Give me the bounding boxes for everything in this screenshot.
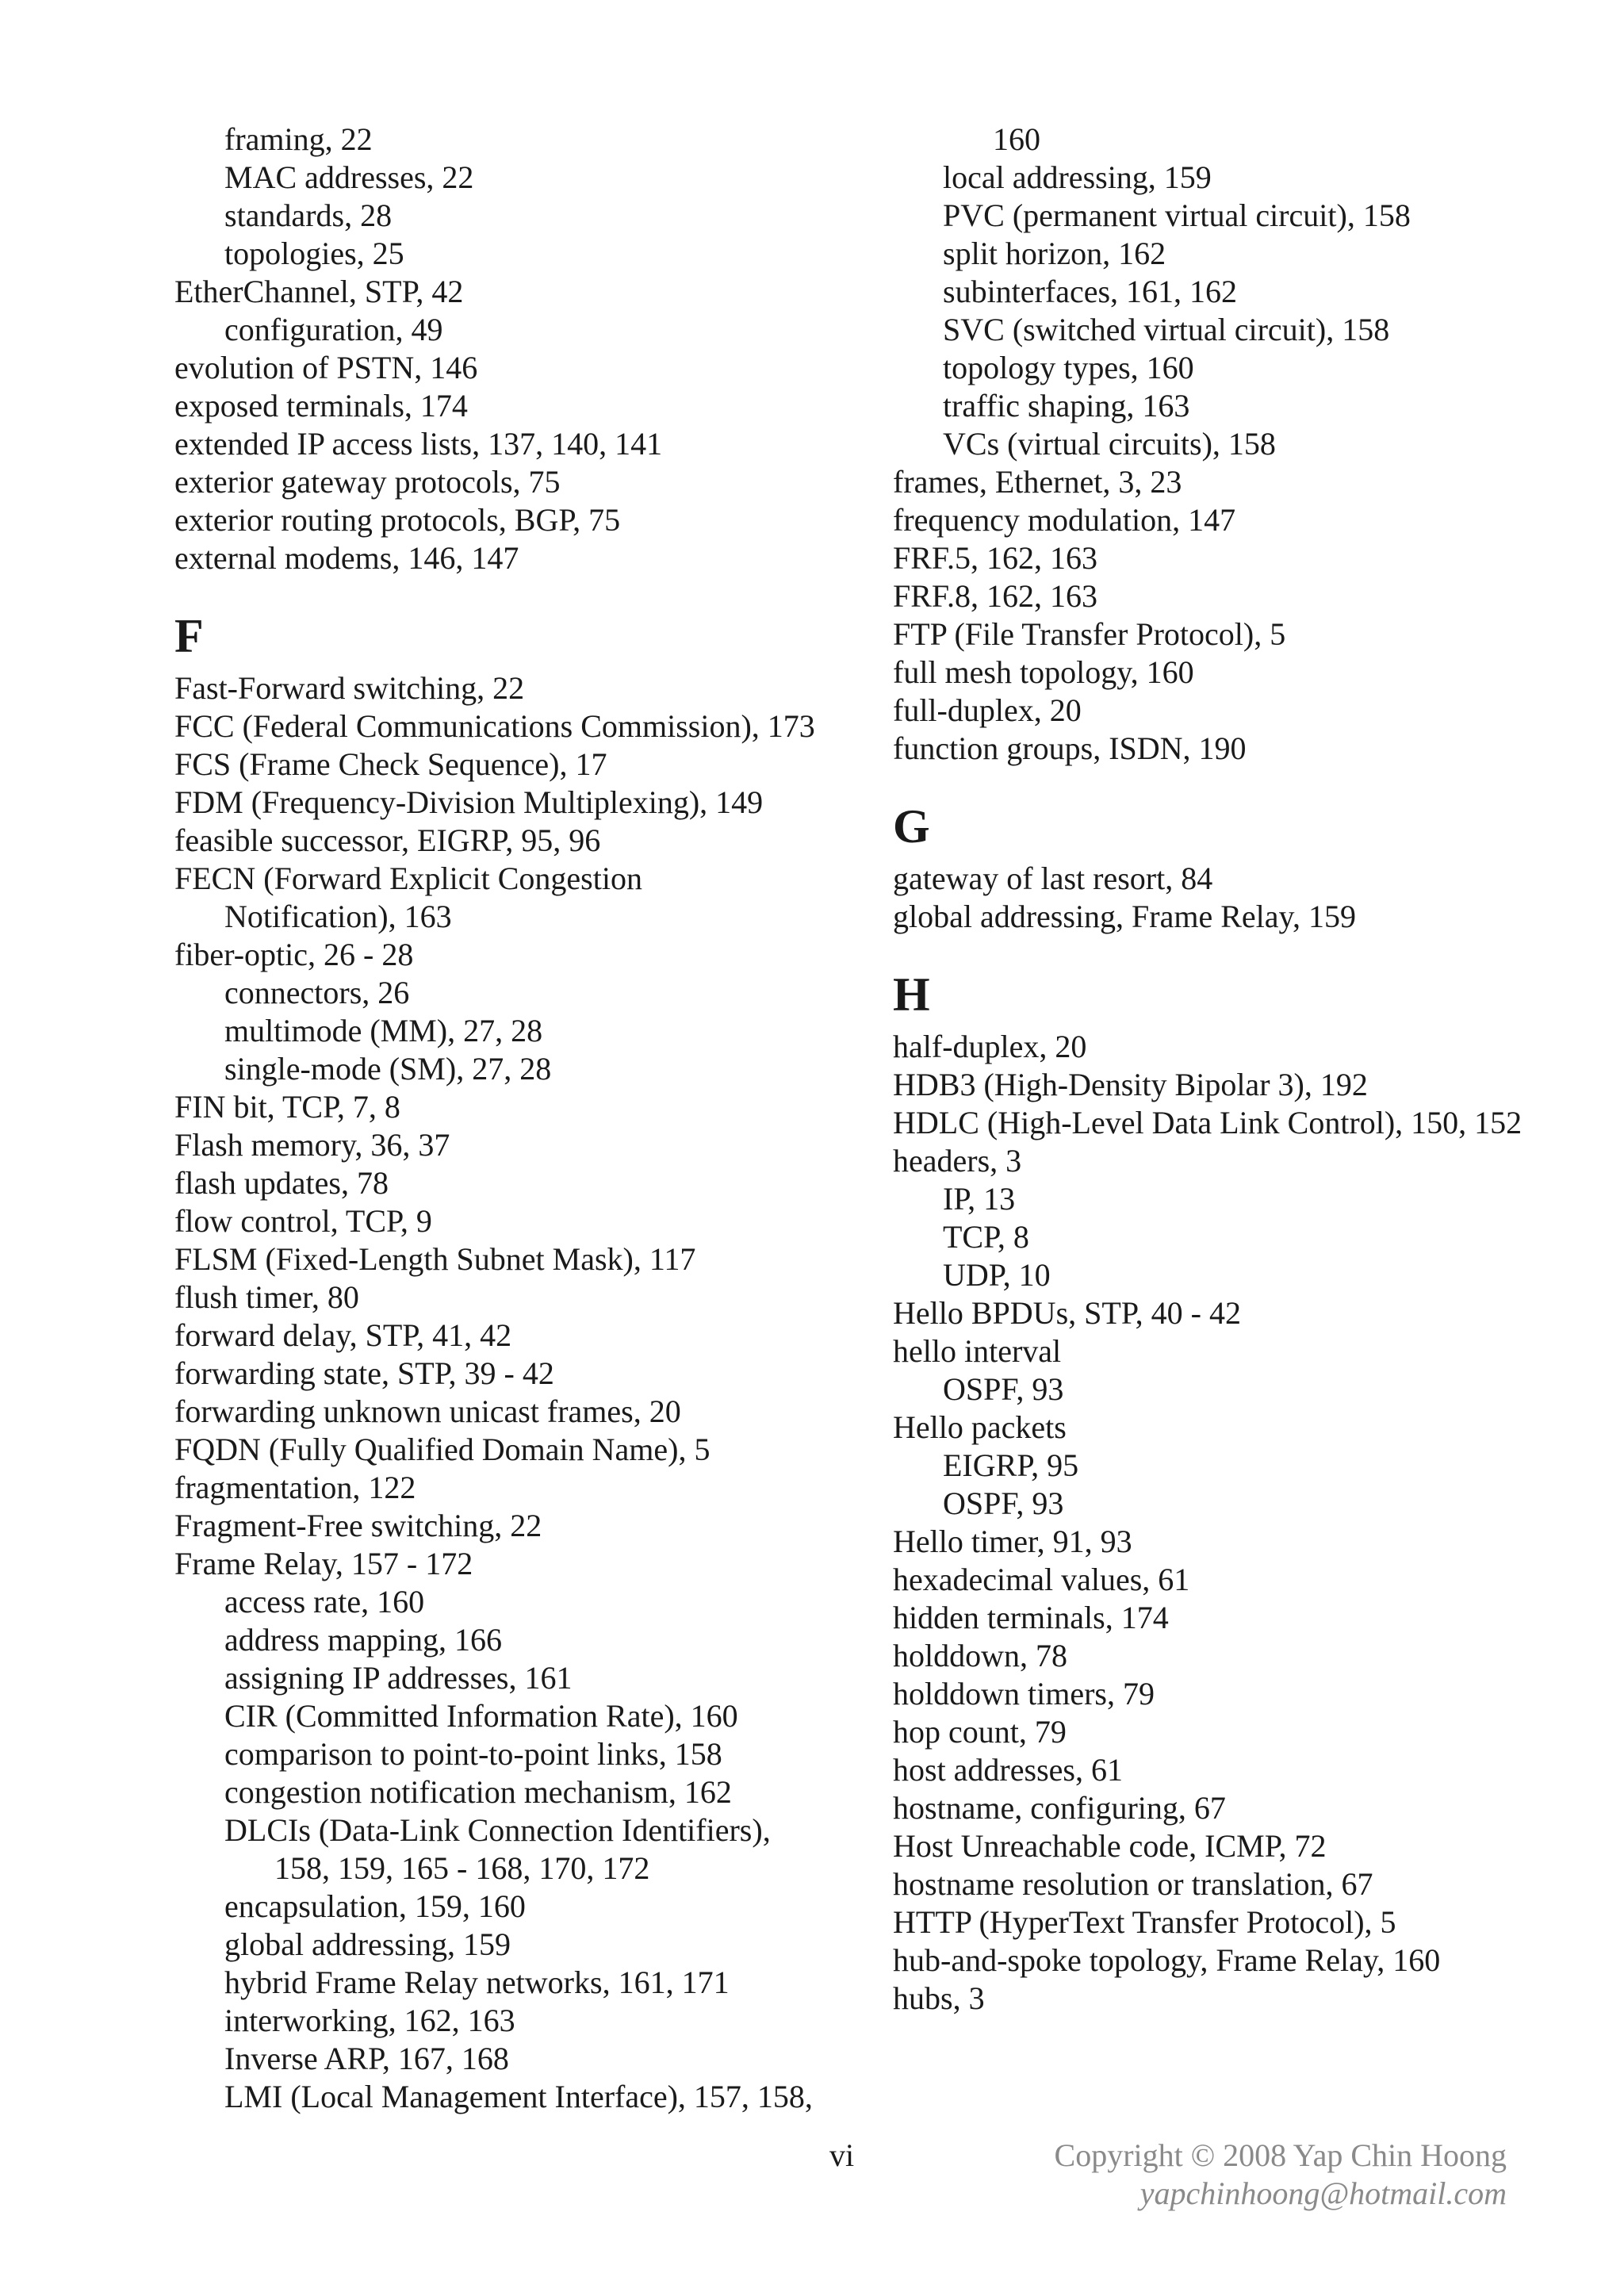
index-entry: Fragment-Free switching, 22 — [174, 1508, 542, 1543]
index-entry: hostname, configuring, 67 — [893, 1790, 1226, 1826]
index-entry: frequency modulation, 147 — [893, 502, 1236, 538]
index-entry: FLSM (Fixed-Length Subnet Mask), 117 — [174, 1241, 696, 1277]
page-number: vi — [829, 2137, 855, 2173]
index-entry: Hello timer, 91, 93 — [893, 1524, 1132, 1559]
index-entry: hexadecimal values, 61 — [893, 1562, 1190, 1597]
index-entry: HDB3 (High-Density Bipolar 3), 192 — [893, 1067, 1368, 1102]
index-entry: exterior gateway protocols, 75 — [174, 464, 561, 500]
index-entry: full-duplex, 20 — [893, 692, 1082, 728]
index-entry: Frame Relay, 157 - 172 — [174, 1546, 473, 1581]
index-entry: hubs, 3 — [893, 1980, 985, 2016]
index-entry: Fast-Forward switching, 22 — [174, 670, 525, 706]
index-entry: host addresses, 61 — [893, 1752, 1123, 1788]
index-entry: holddown, 78 — [893, 1638, 1067, 1673]
index-entry: headers, 3 — [893, 1143, 1022, 1179]
copyright-notice: Copyright © 2008 Yap Chin Hoong — [1054, 2137, 1507, 2173]
index-subentry: Notification), 163 — [224, 899, 452, 934]
index-entry: fiber-optic, 26 - 28 — [174, 937, 414, 972]
index-column-right — [893, 121, 1607, 2018]
index-subentry: MAC addresses, 22 — [224, 159, 474, 195]
index-subentry: single-mode (SM), 27, 28 — [224, 1051, 552, 1087]
index-entry: hop count, 79 — [893, 1714, 1067, 1750]
index-entry: holddown timers, 79 — [893, 1676, 1155, 1711]
index-subentry: congestion notification mechanism, 162 — [224, 1774, 732, 1810]
index-subentry: CIR (Committed Information Rate), 160 — [224, 1698, 738, 1734]
index-entry: forwarding state, STP, 39 - 42 — [174, 1355, 554, 1391]
index-subentry: hybrid Frame Relay networks, 161, 171 — [224, 1964, 730, 2000]
index-subentry: configuration, 49 — [224, 312, 443, 347]
author-email: yapchinhoong@hotmail.com — [1139, 2175, 1507, 2211]
index-entry: gateway of last resort, 84 — [893, 861, 1213, 896]
index-subentry: traffic shaping, 163 — [943, 388, 1190, 424]
index-subentry: connectors, 26 — [224, 975, 410, 1010]
index-subentry: LMI (Local Management Interface), 157, 158, — [224, 2079, 813, 2114]
index-entry: half-duplex, 20 — [893, 1029, 1087, 1064]
index-subentry: address mapping, 166 — [224, 1622, 502, 1658]
index-entry: hello interval — [893, 1333, 1062, 1369]
index-subentry: subinterfaces, 161, 162 — [943, 274, 1238, 309]
index-entry: Hello packets — [893, 1409, 1067, 1445]
index-subentry: IP, 13 — [943, 1181, 1016, 1217]
index-entry: Hello BPDUs, STP, 40 - 42 — [893, 1295, 1241, 1331]
index-subentry: assigning IP addresses, 161 — [224, 1660, 573, 1696]
index-entry: hidden terminals, 174 — [893, 1600, 1169, 1635]
index-entry: exterior routing protocols, BGP, 75 — [174, 502, 621, 538]
index-entry: function groups, ISDN, 190 — [893, 730, 1247, 766]
index-entry: EtherChannel, STP, 42 — [174, 274, 464, 309]
index-subentry: standards, 28 — [224, 197, 393, 233]
index-subentry: SVC (switched virtual circuit), 158 — [943, 312, 1390, 347]
index-entry: frames, Ethernet, 3, 23 — [893, 464, 1182, 500]
index-subentry: encapsulation, 159, 160 — [224, 1888, 526, 1924]
index-entry: FTP (File Transfer Protocol), 5 — [893, 616, 1286, 652]
index-entry: FCS (Frame Check Sequence), 17 — [174, 746, 607, 782]
index-subentry: access rate, 160 — [224, 1584, 425, 1619]
index-entry: extended IP access lists, 137, 140, 141 — [174, 426, 663, 462]
index-entry: FIN bit, TCP, 7, 8 — [174, 1089, 400, 1125]
index-subentry: OSPF, 93 — [943, 1371, 1064, 1407]
index-entry: FRF.5, 162, 163 — [893, 540, 1097, 576]
index-entry: exposed terminals, 174 — [174, 388, 468, 424]
index-subentry: 160 — [993, 121, 1040, 157]
index-subentry: local addressing, 159 — [943, 159, 1212, 195]
index-entry: external modems, 146, 147 — [174, 540, 519, 576]
index-subentry: VCs (virtual circuits), 158 — [943, 426, 1276, 462]
index-entry: forward delay, STP, 41, 42 — [174, 1317, 512, 1353]
index-subentry: comparison to point-to-point links, 158 — [224, 1736, 722, 1772]
index-entry: evolution of PSTN, 146 — [174, 350, 478, 385]
index-subentry: OSPF, 93 — [943, 1485, 1064, 1521]
index-entry: FRF.8, 162, 163 — [893, 578, 1097, 614]
index-entry: FDM (Frequency-Division Multiplexing), 149 — [174, 784, 764, 820]
index-subentry: interworking, 162, 163 — [224, 2003, 515, 2038]
index-entry: fragmentation, 122 — [174, 1470, 416, 1505]
index-entry: full mesh topology, 160 — [893, 654, 1194, 690]
index-subentry: split horizon, 162 — [943, 236, 1166, 271]
section-letter: F — [174, 610, 204, 662]
index-entry: hostname resolution or translation, 67 — [893, 1866, 1373, 1902]
section-letter: H — [893, 968, 930, 1021]
section-letter: G — [893, 800, 930, 853]
index-entry: FECN (Forward Explicit Congestion — [174, 861, 642, 896]
index-subentry: framing, 22 — [224, 121, 373, 157]
index-subentry: multimode (MM), 27, 28 — [224, 1013, 543, 1048]
index-entry: forwarding unknown unicast frames, 20 — [174, 1393, 681, 1429]
index-subentry: topology types, 160 — [943, 350, 1194, 385]
index-subentry: EIGRP, 95 — [943, 1447, 1079, 1483]
index-column-left — [174, 121, 872, 2116]
index-subentry: DLCIs (Data-Link Connection Identifiers), — [224, 1812, 771, 1848]
index-entry: flush timer, 80 — [174, 1279, 359, 1315]
index-entry: flow control, TCP, 9 — [174, 1203, 432, 1239]
index-entry: flash updates, 78 — [174, 1165, 389, 1201]
index-subentry: TCP, 8 — [943, 1219, 1029, 1255]
index-entry: HDLC (High-Level Data Link Control), 150, 152 — [893, 1105, 1522, 1140]
index-entry: hub-and-spoke topology, Frame Relay, 160 — [893, 1942, 1441, 1978]
index-subentry: global addressing, 159 — [224, 1926, 511, 1962]
index-subentry: topologies, 25 — [224, 236, 404, 271]
index-entry: feasible successor, EIGRP, 95, 96 — [174, 822, 601, 858]
index-subentry: UDP, 10 — [943, 1257, 1051, 1293]
index-entry: FQDN (Fully Qualified Domain Name), 5 — [174, 1432, 710, 1467]
index-entry: FCC (Federal Communications Commission), 173 — [174, 708, 815, 744]
index-subentry: PVC (permanent virtual circuit), 158 — [943, 197, 1411, 233]
index-entry: HTTP (HyperText Transfer Protocol), 5 — [893, 1904, 1396, 1940]
index-subentry: 158, 159, 165 - 168, 170, 172 — [274, 1850, 650, 1886]
index-entry: Flash memory, 36, 37 — [174, 1127, 450, 1163]
index-entry: Host Unreachable code, ICMP, 72 — [893, 1828, 1327, 1864]
index-subentry: Inverse ARP, 167, 168 — [224, 2041, 509, 2076]
index-entry: global addressing, Frame Relay, 159 — [893, 899, 1356, 934]
